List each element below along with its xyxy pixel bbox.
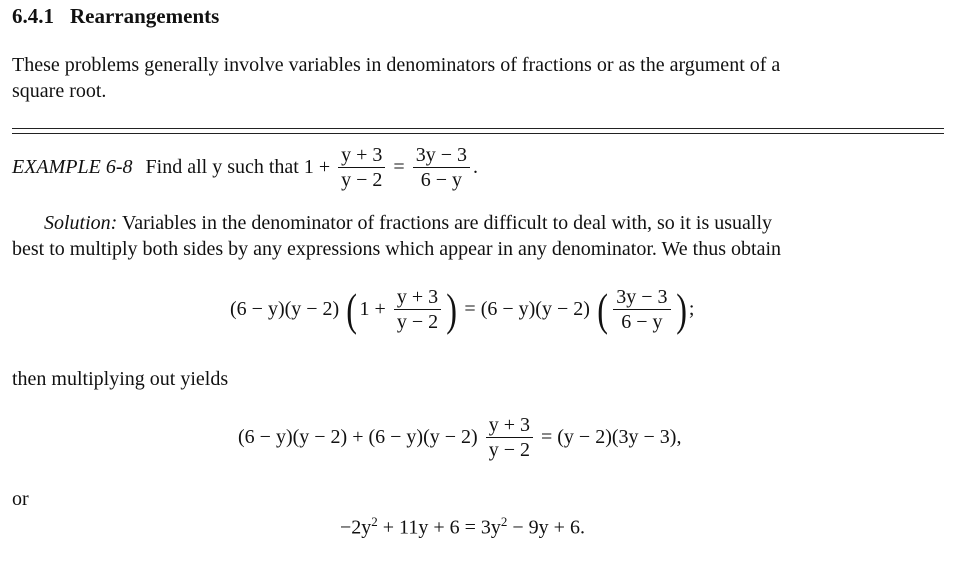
fraction-denominator: y − 2 — [396, 311, 439, 333]
fraction-numerator: 3y − 3 — [613, 286, 670, 310]
eq1-left-factor: (6 − y)(y − 2) — [230, 298, 340, 320]
intro-line-1: These problems generally involve variables in denominators of fractions or as the argument of a — [12, 54, 781, 76]
example-statement — [12, 144, 478, 191]
eq2-left: (6 − y)(y − 2) + (6 − y)(y − 2) — [238, 426, 478, 448]
solution-label: Solution: — [44, 212, 118, 234]
semicolon: ; — [688, 298, 695, 320]
equation-3 — [340, 514, 585, 540]
intro-line-2: square root. — [12, 80, 107, 102]
eq1-right-factor: = (6 − y)(y − 2) — [464, 298, 590, 320]
fraction-numerator: y + 3 — [394, 286, 441, 310]
fraction-denominator: y − 2 — [488, 439, 530, 461]
eq3-exponent-2: 2 — [500, 514, 508, 529]
left-paren: ( — [346, 283, 358, 335]
solution-line-1 — [44, 210, 772, 236]
period: . — [472, 156, 478, 178]
section-number: 6.4.1 — [12, 4, 54, 28]
eq2-right: = (y − 2)(3y − 3), — [540, 426, 682, 448]
solution-text: Variables in the denominator of fractions are difficult to deal with, so it is usually — [121, 212, 773, 234]
eq1-inner-left: 1 + — [359, 298, 386, 320]
left-paren: ( — [597, 283, 608, 335]
example-label: EXAMPLE 6-8 — [12, 156, 133, 178]
fraction-denominator: 6 − y — [420, 169, 462, 191]
eq2-fraction — [486, 414, 533, 461]
eq1-fraction-1 — [394, 286, 441, 333]
eq3-part-2: + 11y + 6 = 3y — [377, 516, 501, 539]
right-paren: ) — [675, 283, 687, 335]
solution-line-2: best to multiply both sides by any expressions which appear in any denominator. We thus obtain — [12, 238, 782, 260]
fraction-numerator: 3y − 3 — [413, 144, 470, 168]
text-multiplying-out: then multiplying out yields — [12, 368, 229, 390]
equation-2 — [238, 414, 681, 461]
divider-top — [12, 128, 944, 129]
section-title: Rearrangements — [70, 4, 220, 28]
right-paren: ) — [446, 283, 458, 335]
divider-bottom — [12, 133, 944, 134]
eq3-exponent-1: 2 — [371, 514, 378, 529]
fraction-denominator: 6 − y — [621, 311, 663, 333]
fraction-numerator: y + 3 — [486, 414, 533, 438]
equation-1 — [230, 283, 695, 335]
example-fraction-2 — [413, 144, 470, 191]
text-or: or — [12, 488, 29, 510]
example-fraction-1 — [338, 144, 385, 191]
fraction-denominator: y − 2 — [341, 169, 383, 191]
equals-sign: = — [393, 156, 405, 178]
example-prompt: Find all y such that 1 + — [145, 156, 331, 178]
eq3-part-3: − 9y + 6. — [507, 516, 585, 539]
eq3-part-1: −2y — [340, 516, 372, 539]
eq1-fraction-2 — [613, 286, 670, 333]
fraction-numerator: y + 3 — [338, 144, 385, 168]
section-heading — [12, 4, 219, 29]
